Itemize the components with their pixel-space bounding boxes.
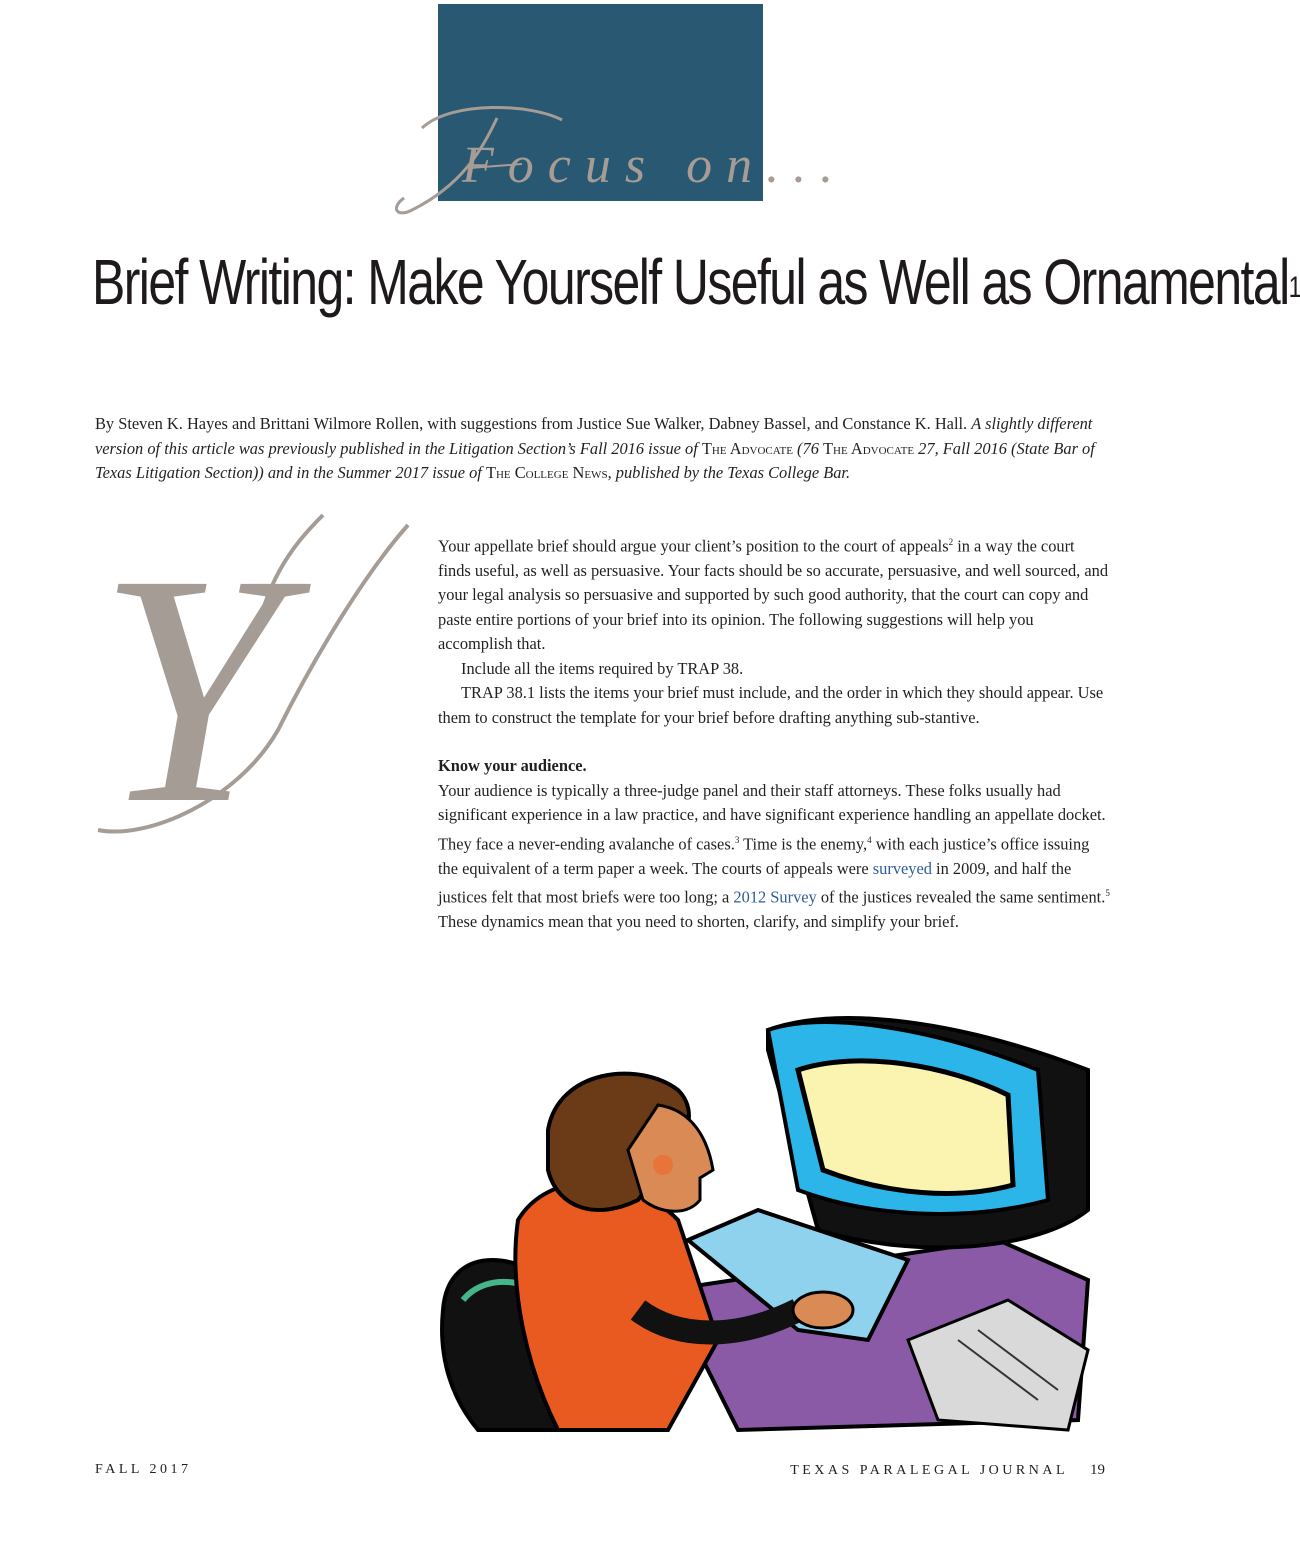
note-part2: (76 [797,438,819,458]
intro-text: our appellate brief should argue your client’s position to the court of appeals [448,536,949,556]
kicker-text: Focus on... [462,137,848,194]
aud-text-3: with each justice’s office issuing the equivalent of a term paper a week. The courts of appeals were [438,834,1090,878]
article-body [438,530,1110,935]
page-number: 19 [1090,1462,1105,1478]
intro-paragraph [438,530,1110,657]
audience-paragraph [438,779,1110,935]
article-title [92,232,1300,332]
byline-authors: By Steven K. Hayes and Brittani Wilmore Rollen, with suggestions from Justice Sue Walker, Dabney Bassel, and Constance K. Hall. [95,414,968,433]
drop-cap [88,500,428,872]
link-surveyed[interactable]: surveyed [872,858,932,878]
byline [95,412,1110,486]
aud-text-5: of the justices revealed the same sentiment. [816,887,1106,907]
paragraph-trap38: Include all the items required by TRAP 38. [461,658,744,678]
person-shirt [515,1183,718,1431]
intro-rest: in a way the court finds useful, as well as persuasive. Your facts should be so accurate, persuasive, and well sourced, and your legal analysis so persuasive and supported by such good authority, that the court can copy and paste entire portions of your brief into its opinion. The following suggestions will help you accomplish that. [438,536,1109,654]
footnote-5: 5 [1105,888,1110,899]
note-part3: 27, Fall 2016 (State Bar of Texas Litigation Section)) and in the Summer 2017 issue of [95,438,1095,482]
link-2012-survey[interactable]: 2012 Survey [733,887,817,907]
illustration-person-at-computer [438,1010,1110,1430]
footer-journal-name: TEXAS PARALEGAL JOURNAL [790,1463,1068,1478]
publication-advocate-cite: The Advocate [823,438,915,458]
title-text: Brief Writing: Make Yourself Useful as Well as Ornamental [92,246,1289,318]
section-heading: Know your audience. [438,756,587,776]
note-part1: A slightly different version of this article was previously published in the Litigation Section’s Fall 2016 issue of [95,414,1093,458]
footnote-4: 4 [867,834,872,845]
monitor-screen [798,1061,1013,1194]
footer-journal [790,1462,1105,1479]
intro-first-letter: Y [438,536,449,556]
kicker-focus-on [392,90,848,220]
footnote-3: 3 [734,834,740,845]
publication-college-news: The College News [485,463,608,482]
person-hand [793,1292,853,1328]
aud-text-1: Your audience is typically a three-judge panel and their staff attorneys. These folks usually had significant experience in a law practice, and have significant experience handling an appellate docket. They face a never-ending avalanche of cases. [438,780,1106,854]
footnote-2: 2 [948,537,954,547]
aud-text-6: These dynamics mean that you need to shorten, clarify, and simplify your brief. [438,912,960,932]
drop-cap-letter: Y [98,507,282,872]
aud-text-2: Time is the enemy, [739,834,868,854]
aud-text-4: in 2009, and half the justices felt that most briefs were too long; a [438,858,1072,907]
title-footnote: 1 [1288,271,1300,304]
footer-issue: FALL 2017 [95,1462,192,1477]
note-part4: , published by the Texas College Bar. [607,463,851,482]
paragraph-trap381: TRAP 38.1 lists the items your brief must include, and the order in which they should appear. Use them to construct the template for your brief before drafting anything sub-stantive. [438,683,1104,727]
publication-advocate: The Advocate [701,438,793,458]
